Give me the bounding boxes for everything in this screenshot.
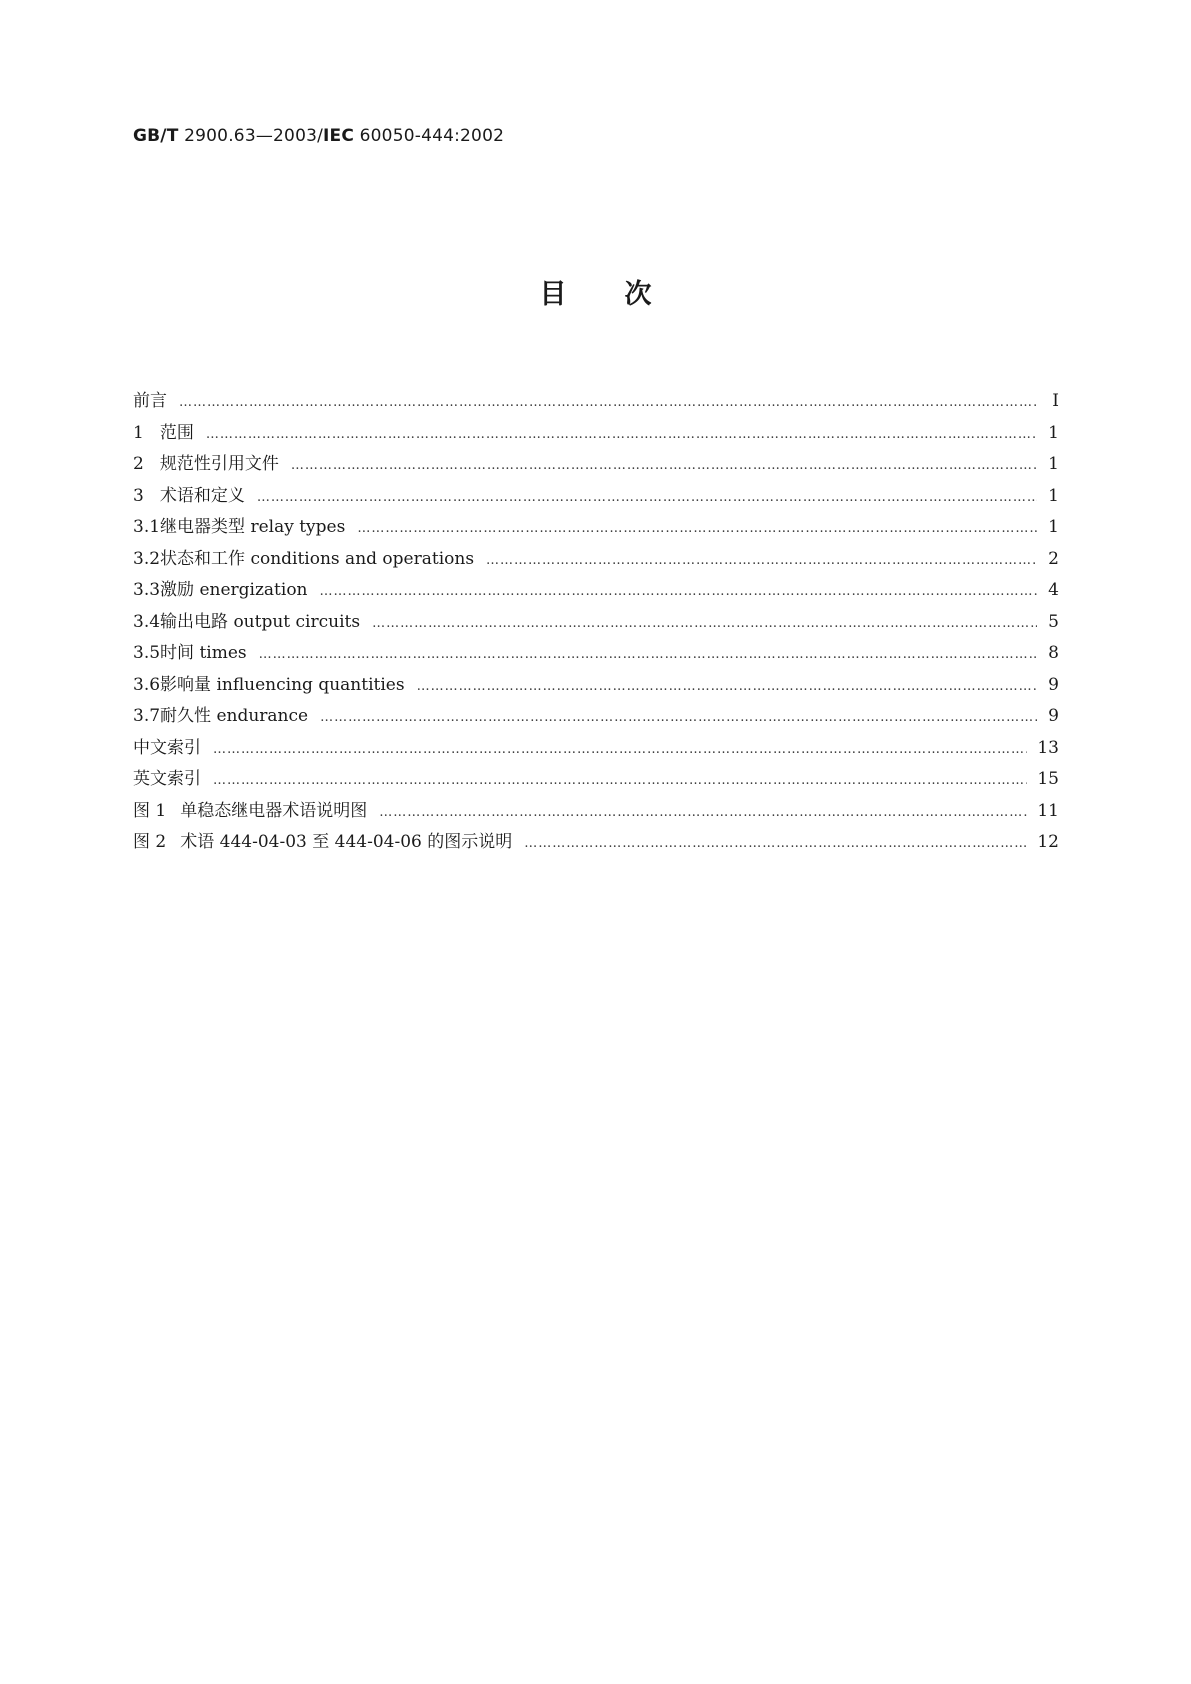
- toc-entry-label: 规范性引用文件: [159, 454, 279, 474]
- toc-leader-dots: [213, 742, 1027, 757]
- iec-prefix: IEC: [323, 126, 355, 146]
- toc-entry-3-6[interactable]: [133, 670, 1059, 702]
- toc-entry-page: 9: [1048, 674, 1059, 695]
- toc-entry-number: 3.4: [133, 611, 161, 632]
- toc-entry-label: 前言: [133, 391, 167, 411]
- toc-entry-3[interactable]: [133, 481, 1059, 513]
- toc-entry-label: 时间 times: [160, 643, 247, 663]
- toc-entry-2[interactable]: [133, 449, 1059, 481]
- toc-entry-foreword[interactable]: [133, 386, 1059, 418]
- toc-leader-dots: [179, 395, 1037, 410]
- toc-entry-page: 12: [1037, 832, 1059, 852]
- toc-entry-number: 3.5: [133, 643, 161, 663]
- toc-leader-dots: [320, 584, 1037, 599]
- toc-leader-dots: [524, 836, 1027, 851]
- toc-entry-label: 范围: [159, 422, 194, 443]
- toc-entry-number: 图 2: [133, 832, 167, 852]
- iec-code: 60050-444:2002: [354, 126, 505, 146]
- toc-entry-number: 3.3: [133, 580, 161, 600]
- toc-entry-figure-1[interactable]: [133, 796, 1059, 828]
- standard-code: 2900.63—2003/: [178, 126, 324, 146]
- toc-entry-number: 3.6: [133, 674, 161, 695]
- toc-leader-dots: [206, 427, 1037, 442]
- toc-entry-1[interactable]: [133, 418, 1059, 450]
- toc-entry-page: 1: [1048, 454, 1059, 474]
- toc-entry-english-index[interactable]: [133, 764, 1059, 796]
- toc-entry-number: 3.7: [133, 706, 161, 726]
- toc-entry-label: 耐久性 endurance: [160, 706, 309, 726]
- toc-entry-page: 13: [1037, 737, 1059, 758]
- toc-entry-page: 9: [1048, 706, 1059, 726]
- toc-entry-3-2[interactable]: [133, 544, 1059, 576]
- toc-leader-dots: [320, 710, 1037, 725]
- toc-entry-page: I: [1052, 391, 1059, 411]
- toc-entry-page: 11: [1037, 800, 1059, 821]
- toc-entry-figure-2[interactable]: [133, 827, 1059, 859]
- toc-entry-label: 激励 energization: [160, 580, 308, 600]
- toc-entry-page: 4: [1048, 580, 1059, 600]
- toc-entry-3-7[interactable]: [133, 701, 1059, 733]
- toc-entry-label: 单稳态继电器术语说明图: [180, 800, 368, 821]
- toc-leader-dots: [417, 679, 1037, 694]
- toc-entry-page: 15: [1037, 769, 1059, 789]
- toc-entry-page: 1: [1048, 517, 1059, 537]
- toc-entry-3-5[interactable]: [133, 638, 1059, 670]
- toc-entry-number: 图 1: [133, 800, 167, 821]
- toc-entry-page: 1: [1048, 422, 1059, 443]
- toc-entry-page: 5: [1048, 611, 1059, 632]
- toc-leader-dots: [259, 647, 1037, 662]
- toc-entry-page: 1: [1048, 485, 1059, 506]
- toc-leader-dots: [486, 553, 1037, 568]
- toc-leader-dots: [357, 521, 1037, 536]
- toc-entry-3-1[interactable]: [133, 512, 1059, 544]
- toc-entry-label: 英文索引: [133, 769, 201, 789]
- page-header: [133, 126, 504, 146]
- toc-entry-label: 术语和定义: [159, 485, 245, 506]
- toc-leader-dots: [213, 773, 1027, 788]
- toc-entry-label: 术语 444-04-03 至 444-04-06 的图示说明: [180, 832, 513, 852]
- toc-entry-label: 输出电路 output circuits: [160, 611, 361, 632]
- toc-entry-number: 2: [133, 454, 144, 474]
- toc-entry-label: 中文索引: [133, 737, 201, 758]
- standard-prefix: GB/T: [133, 126, 179, 146]
- page-title: 目次: [539, 279, 710, 310]
- toc-leader-dots: [379, 805, 1027, 820]
- toc-entry-number: 3.1: [133, 517, 161, 537]
- toc-entry-label: 继电器类型 relay types: [160, 517, 346, 537]
- toc-entry-page: 8: [1048, 643, 1059, 663]
- toc-entry-3-4[interactable]: [133, 607, 1059, 639]
- toc-entry-number: 3: [133, 485, 144, 506]
- toc-entry-3-3[interactable]: [133, 575, 1059, 607]
- table-of-contents: [133, 386, 1059, 859]
- toc-entry-number: 3.2: [133, 548, 161, 569]
- toc-leader-dots: [372, 616, 1037, 631]
- toc-entry-number: 1: [133, 422, 144, 443]
- toc-entry-page: 2: [1048, 548, 1059, 569]
- toc-entry-label: 影响量 influencing quantities: [160, 674, 405, 695]
- toc-leader-dots: [257, 490, 1037, 505]
- toc-entry-chinese-index[interactable]: [133, 733, 1059, 765]
- toc-leader-dots: [291, 458, 1037, 473]
- toc-entry-label: 状态和工作 conditions and operations: [160, 548, 475, 569]
